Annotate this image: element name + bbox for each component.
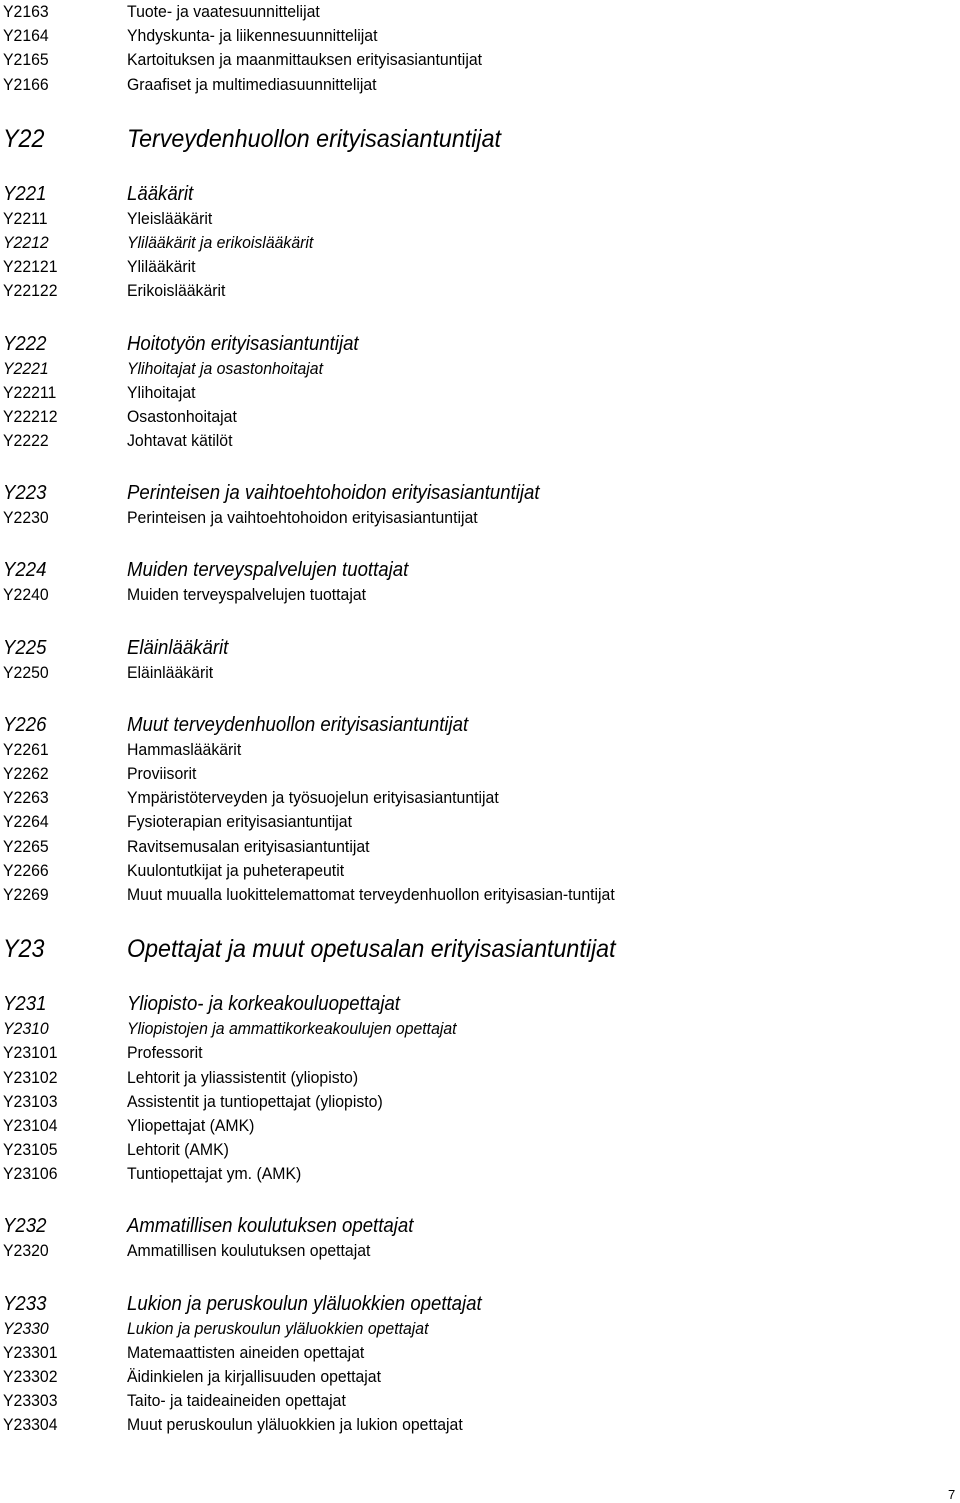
row-spacer	[0, 154, 960, 181]
row-spacer	[0, 304, 960, 331]
occupation-code: Y2250	[3, 662, 49, 682]
group-heading-row	[0, 557, 960, 583]
occupation-label: Tuote- ja vaatesuunnittelijat	[127, 2, 320, 21]
occupation-row	[0, 1413, 960, 1437]
occupation-code: Y2165	[3, 50, 49, 70]
occupation-row	[0, 207, 960, 231]
occupation-code: Y23105	[3, 1140, 58, 1160]
occupation-code: Y2310	[3, 1019, 49, 1039]
occupation-label: Matemaattisten aineiden opettajat	[127, 1342, 365, 1362]
occupation-code: Y2264	[3, 812, 49, 832]
occupation-code: Y23303	[3, 1391, 58, 1411]
occupation-code: Y23302	[3, 1367, 58, 1386]
occupation-row	[0, 762, 960, 786]
group-heading-row	[0, 635, 960, 661]
occupation-label: Äidinkielen ja kirjallisuuden opettajat	[127, 1367, 382, 1386]
occupation-row	[0, 506, 960, 530]
occupation-row	[0, 583, 960, 607]
row-spacer	[0, 907, 960, 934]
section-heading-row	[0, 124, 960, 154]
occupation-label: Muut peruskoulun yläluokkien ja lukion opettajat	[127, 1415, 463, 1435]
occupation-label: Ammatillisen koulutuksen opettajat	[127, 1215, 414, 1238]
page-number: 7	[948, 1487, 956, 1502]
occupation-code: Y2266	[3, 860, 49, 880]
occupation-row	[0, 357, 960, 381]
occupation-label: Ylilääkärit	[127, 257, 196, 277]
occupation-label: Lehtorit (AMK)	[127, 1140, 229, 1160]
group-heading-row	[0, 480, 960, 506]
group-heading-row	[0, 331, 960, 357]
occupation-label: Assistentit ja tuntiopettajat (yliopisto)	[127, 1091, 383, 1111]
row-spacer	[0, 97, 960, 124]
occupation-code: Y2320	[3, 1241, 49, 1261]
occupation-row	[0, 1090, 960, 1114]
occupation-row	[0, 1114, 960, 1138]
occupation-code: Y2222	[3, 431, 49, 451]
occupation-code: Y2166	[3, 74, 49, 94]
group-heading-row	[0, 712, 960, 738]
occupation-row	[0, 1162, 960, 1186]
occupation-label: Muut muualla luokittelemattomat terveydenhuollon erityisasian-tuntijat	[127, 884, 615, 904]
group-heading-row	[0, 1291, 960, 1317]
occupation-label: Fysioterapian erityisasiantuntijat	[127, 812, 352, 832]
occupation-code: Y22	[3, 124, 45, 153]
occupation-label: Terveydenhuollon erityisasiantuntijat	[127, 124, 501, 153]
occupation-row	[0, 429, 960, 453]
occupation-code: Y2221	[3, 358, 49, 378]
occupation-code: Y2164	[3, 26, 49, 46]
occupation-code: Y23102	[3, 1067, 58, 1087]
occupation-code: Y231	[3, 993, 47, 1016]
group-heading-row	[0, 1213, 960, 1239]
occupation-label: Professorit	[127, 1043, 203, 1063]
occupation-label: Lukion ja peruskoulun yläluokkien opettajat	[127, 1318, 429, 1338]
occupation-row	[0, 1389, 960, 1413]
occupation-code: Y22121	[3, 257, 58, 277]
group-heading-row	[0, 181, 960, 207]
occupation-label: Eläinlääkärit	[127, 636, 229, 659]
occupation-code: Y2265	[3, 836, 49, 856]
occupation-row	[0, 381, 960, 405]
occupation-label: Muut terveydenhuollon erityisasiantuntijat	[127, 713, 469, 736]
occupation-code: Y23304	[3, 1415, 58, 1435]
occupation-label: Yhdyskunta- ja liikennesuunnittelijat	[127, 26, 378, 46]
occupation-row	[0, 231, 960, 255]
occupation-row	[0, 1341, 960, 1365]
occupation-label: Lääkärit	[127, 182, 194, 205]
occupation-label: Ylihoitajat ja osastonhoitajat	[127, 358, 323, 378]
row-spacer	[0, 453, 960, 480]
occupation-row	[0, 1317, 960, 1341]
occupation-label: Muiden terveyspalvelujen tuottajat	[127, 585, 367, 605]
occupation-row	[0, 1017, 960, 1041]
occupation-row	[0, 810, 960, 834]
occupation-row	[0, 279, 960, 303]
occupation-label: Ylihoitajat	[127, 382, 196, 402]
occupation-label: Ympäristöterveyden ja työsuojelun erityisasiantuntijat	[127, 788, 499, 808]
occupation-code: Y2212	[3, 232, 49, 252]
occupation-label: Ravitsemusalan erityisasiantuntijat	[127, 836, 370, 856]
occupation-code: Y2330	[3, 1318, 49, 1338]
occupation-label: Hammaslääkärit	[127, 739, 242, 759]
row-spacer	[0, 1186, 960, 1213]
occupation-code: Y22122	[3, 281, 58, 301]
occupation-label: Erikoislääkärit	[127, 281, 226, 301]
occupation-row	[0, 1041, 960, 1065]
occupation-code: Y2211	[3, 208, 48, 228]
occupation-row	[0, 0, 960, 24]
occupation-row	[0, 859, 960, 883]
occupation-code: Y23103	[3, 1091, 58, 1111]
row-spacer	[0, 964, 960, 991]
row-spacer	[0, 1264, 960, 1291]
occupation-row	[0, 1239, 960, 1263]
occupation-label: Yliopettajat (AMK)	[127, 1115, 255, 1135]
occupation-code: Y222	[3, 332, 47, 355]
occupation-code: Y226	[3, 713, 47, 736]
occupation-code: Y2261	[3, 739, 49, 759]
occupation-code: Y233	[3, 1292, 47, 1315]
occupation-label: Graafiset ja multimediasuunnittelijat	[127, 74, 377, 94]
occupation-label: Perinteisen ja vaihtoehtohoidon erityisasiantuntijat	[127, 482, 540, 505]
occupation-row	[0, 738, 960, 762]
occupation-code: Y23104	[3, 1115, 58, 1135]
occupation-code: Y2263	[3, 788, 49, 808]
row-spacer	[0, 608, 960, 635]
occupation-code: Y232	[3, 1215, 47, 1238]
occupation-label: Ammatillisen koulutuksen opettajat	[127, 1241, 371, 1261]
occupation-label: Opettajat ja muut opetusalan erityisasiantuntijat	[127, 935, 616, 964]
occupation-code: Y223	[3, 482, 47, 505]
occupation-label: Yliopisto- ja korkeakouluopettajat	[127, 993, 400, 1016]
occupation-row	[0, 24, 960, 48]
row-spacer	[0, 530, 960, 557]
occupation-code: Y2240	[3, 585, 49, 605]
occupation-label: Lukion ja peruskoulun yläluokkien opettajat	[127, 1292, 482, 1315]
occupation-row	[0, 883, 960, 907]
occupation-row	[0, 73, 960, 97]
group-heading-row	[0, 991, 960, 1017]
occupation-label: Osastonhoitajat	[127, 406, 237, 426]
occupation-label: Taito- ja taideaineiden opettajat	[127, 1391, 346, 1411]
occupation-label: Kuulontutkijat ja puheterapeutit	[127, 860, 345, 880]
occupation-code: Y2269	[3, 884, 49, 904]
occupation-label: Tuntiopettajat ym. (AMK)	[127, 1164, 302, 1184]
occupation-label: Muiden terveyspalvelujen tuottajat	[127, 559, 409, 582]
occupation-label: Hoitotyön erityisasiantuntijat	[127, 332, 359, 355]
occupation-label: Johtavat kätilöt	[127, 431, 233, 451]
occupation-label: Perinteisen ja vaihtoehtohoidon erityisasiantuntijat	[127, 508, 478, 528]
occupation-code: Y224	[3, 559, 47, 582]
occupation-label: Ylilääkärit ja erikoislääkärit	[127, 232, 314, 252]
occupation-code: Y225	[3, 636, 47, 659]
occupation-row	[0, 1066, 960, 1090]
occupation-code: Y2230	[3, 508, 49, 528]
occupation-label: Proviisorit	[127, 764, 197, 783]
occupation-label: Yliopistojen ja ammattikorkeakoulujen opettajat	[127, 1019, 457, 1039]
occupation-row	[0, 661, 960, 685]
occupation-row	[0, 1138, 960, 1162]
occupation-code: Y22212	[3, 406, 58, 426]
section-heading-row	[0, 934, 960, 964]
occupation-code: Y22211	[3, 382, 57, 402]
occupation-row	[0, 835, 960, 859]
occupation-label: Yleislääkärit	[127, 208, 213, 228]
occupation-label: Eläinlääkärit	[127, 662, 214, 682]
occupation-row	[0, 255, 960, 279]
occupation-row	[0, 786, 960, 810]
row-spacer	[0, 685, 960, 712]
occupation-code: Y2262	[3, 764, 49, 783]
occupation-row	[0, 48, 960, 72]
occupation-code: Y23106	[3, 1164, 58, 1184]
occupation-code: Y2163	[3, 2, 49, 21]
occupation-code: Y23	[3, 935, 45, 964]
occupation-code: Y23101	[3, 1043, 58, 1063]
occupation-row	[0, 405, 960, 429]
occupation-label: Kartoituksen ja maanmittauksen erityisasiantuntijat	[127, 50, 483, 70]
occupation-code: Y221	[3, 182, 47, 205]
occupation-row	[0, 1365, 960, 1389]
occupation-code: Y23301	[3, 1342, 58, 1362]
occupation-label: Lehtorit ja yliassistentit (yliopisto)	[127, 1067, 359, 1087]
